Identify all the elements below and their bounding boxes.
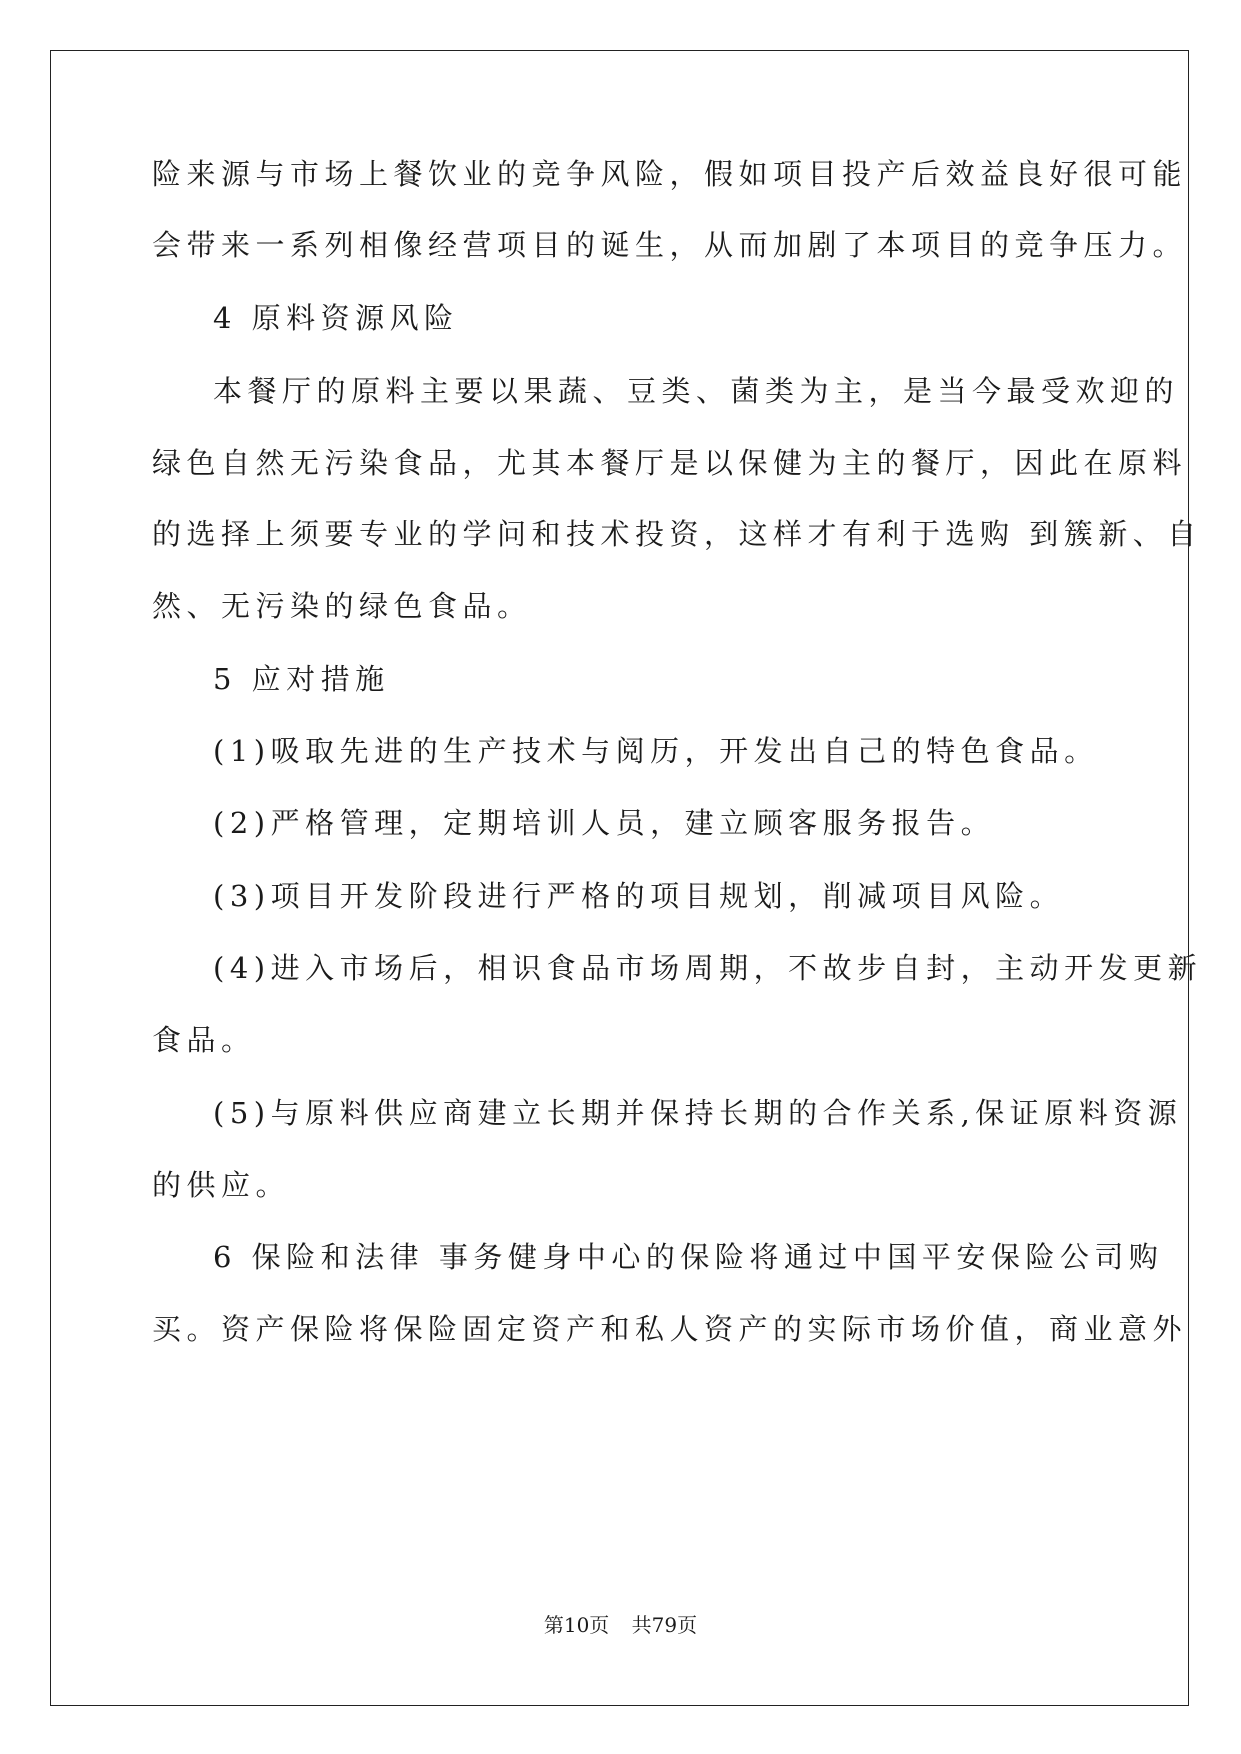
section-heading: 5 应对措施 [213,662,390,696]
text-line: 本餐厅的原料主要以果蔬、豆类、菌类为主，是当今最受欢迎的 [213,374,1180,408]
list-item: (3)项目开发阶段进行严格的项目规划，削减项目风险。 [213,879,1065,913]
list-item: (1)吸取先进的生产技术与阅历，开发出自己的特色食品。 [213,734,1099,768]
page-footer [0,1612,1241,1638]
text-line: 险来源与市场上餐饮业的竞争风险，假如项目投产后效益良好很可能 [152,157,1188,191]
list-item: (4)进入市场后，相识食品市场周期，不故步自封，主动开发更新 [213,951,1203,985]
text-line: 买。资产保险将保险固定资产和私人资产的实际市场价值，商业意外 [152,1312,1188,1346]
text-line: 会带来一系列相像经营项目的诞生，从而加剧了本项目的竞争压力。 [152,228,1188,262]
text-line: 6 保险和法律 事务健身中心的保险将通过中国平安保险公司购 [213,1240,1164,1274]
text-line: 食品。 [152,1023,256,1057]
section-heading: 4 原料资源风险 [213,301,459,335]
text-line: 的选择上须要专业的学问和技术投资，这样才有利于选购 到簇新、自 [152,517,1202,551]
text-line: 绿色自然无污染食品，尤其本餐厅是以保健为主的餐厅，因此在原料 [152,446,1188,480]
page-total: 共79页 [631,1613,698,1637]
text-line: 然、无污染的绿色食品。 [152,589,532,623]
page-number: 第10页 [543,1613,610,1637]
text-line: 的供应。 [152,1168,291,1202]
list-item: (5)与原料供应商建立长期并保持长期的合作关系,保证原料资源 [213,1096,1183,1130]
list-item: (2)严格管理，定期培训人员，建立顾客服务报告。 [213,806,996,840]
